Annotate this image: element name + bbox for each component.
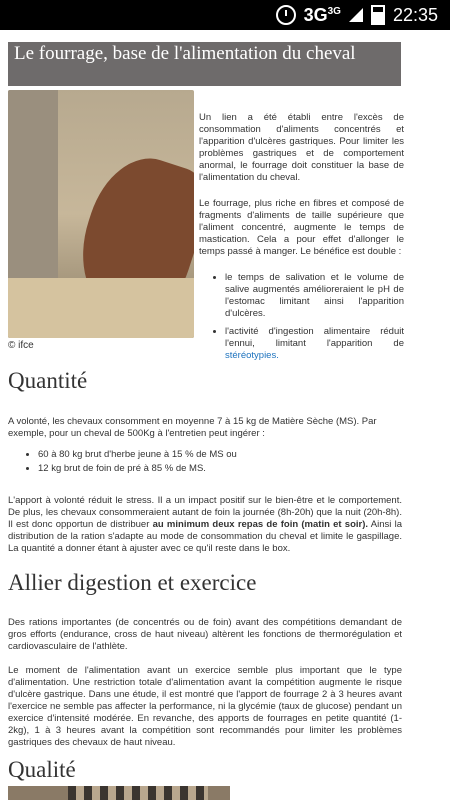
section-heading-qualite: Qualité [8,757,76,782]
photo-credit: © ifce [8,340,34,351]
section-heading-allier: Allier digestion et exercice [8,570,257,595]
list-item [225,326,404,362]
intro-paragraph-1: Un lien a été établi entre l'excès de consommation d'aliments concentrés et l'apparition d'ulcères gastriques. Pour limiter les problèmes gastriques et de comportement anormal, le fourrage doit constituer la base de l'alimentation du cheval. [199,112,404,183]
allier-paragraph-1: Des rations importantes (de concentrés ou de foin) avant des compétitions demandant de gros efforts (endurance, cross de haut niveau) altèrent les fonctions de thermorégulation et cardiovasculaire de l'athlète. [8,617,402,652]
quantite-text-b: Ainsi la distribution de la ration s'adapte au mode de consommation du cheval et limite le gaspillage. La quantité a donner étant à ajuster avec ce qu'il reste dans le box. [8,519,402,554]
list-item: • le temps de salivation et le volume de salive augmentés amélioreraient le pH de l'estomac limitant ainsi l'apparition d'ulcères. [225,272,404,320]
section-heading-quantite: Quantité [8,368,88,393]
hay [8,278,194,338]
quantite-text-bold: au minimum deux repas de foin (matin et soir). [152,519,369,530]
signal-icon [349,8,363,22]
network-type: $3G^{3G}$ [303,4,341,25]
clock: 22:35 [392,4,438,25]
quantite-text-a: L'apport à volonté réduit le stress. Il a un impact positif sur le bien-être et le comportement. De plus, les chevaux consommeraient autant de foin la journée (8h-20h) que la nuit (20h-8h). Il est donc opportun de distribuer [8,495,402,530]
status-icons [276,0,438,30]
stereotypies-link[interactable]: stéréotypies. [225,350,279,361]
horse-photo [8,90,194,338]
article-title: Le fourrage, base de l'alimentation du cheval [8,42,401,86]
benefits-list [225,272,404,362]
list-item: • 60 à 80 kg brut d'herbe jeune à 15 % de MS ou [38,448,408,462]
benefit-text: l'activité d'ingestion alimentaire réduit l'ennui, limitant l'apparition de [225,326,404,349]
status-bar [0,0,450,30]
allier-paragraph-2: Le moment de l'alimentation avant un exercice semble plus important que le type d'alimentation. Une restriction totale d'alimentation avant la compétition augmente le risque d'ulcère gastrique. Dans une étude, il est montré que l'apport de fourrage 2 à 3 heures avant l'exercice ne semble pas affecter la performance, ni la glycémie (taux de glucose) pendant un exercice d'intensité modérée. En revanche, des apports de fourrages en petite quantité (1-2kg), 1 à 3 heures avant la compétition sont recommandés pour limiter les problèmes gastriques des chevaux de haut niveau. [8,665,402,748]
qualite-photo [8,786,230,800]
intro-paragraph-2: Le fourrage, plus riche en fibres et composé de fragments d'aliments de taille supérieure que l'aliment concentré, augmente le temps de mastication. Cela a pour effet d'allonger le temps passé à manger. Le bénéfice est double : [199,198,404,257]
intro-column [199,112,404,368]
quantite-list [26,448,408,476]
quantite-paragraph-2 [8,495,402,555]
quantite-paragraph-1: A volonté, les chevaux consomment en moyenne 7 à 15 kg de Matière Sèche (MS). Par exemple, pour un cheval de 500Kg à l'entretien peut ingérer : [8,416,377,439]
battery-icon [371,5,385,25]
alarm-icon [276,5,296,25]
list-item: • 12 kg brut de foin de pré à 85 % de MS. [38,462,408,476]
